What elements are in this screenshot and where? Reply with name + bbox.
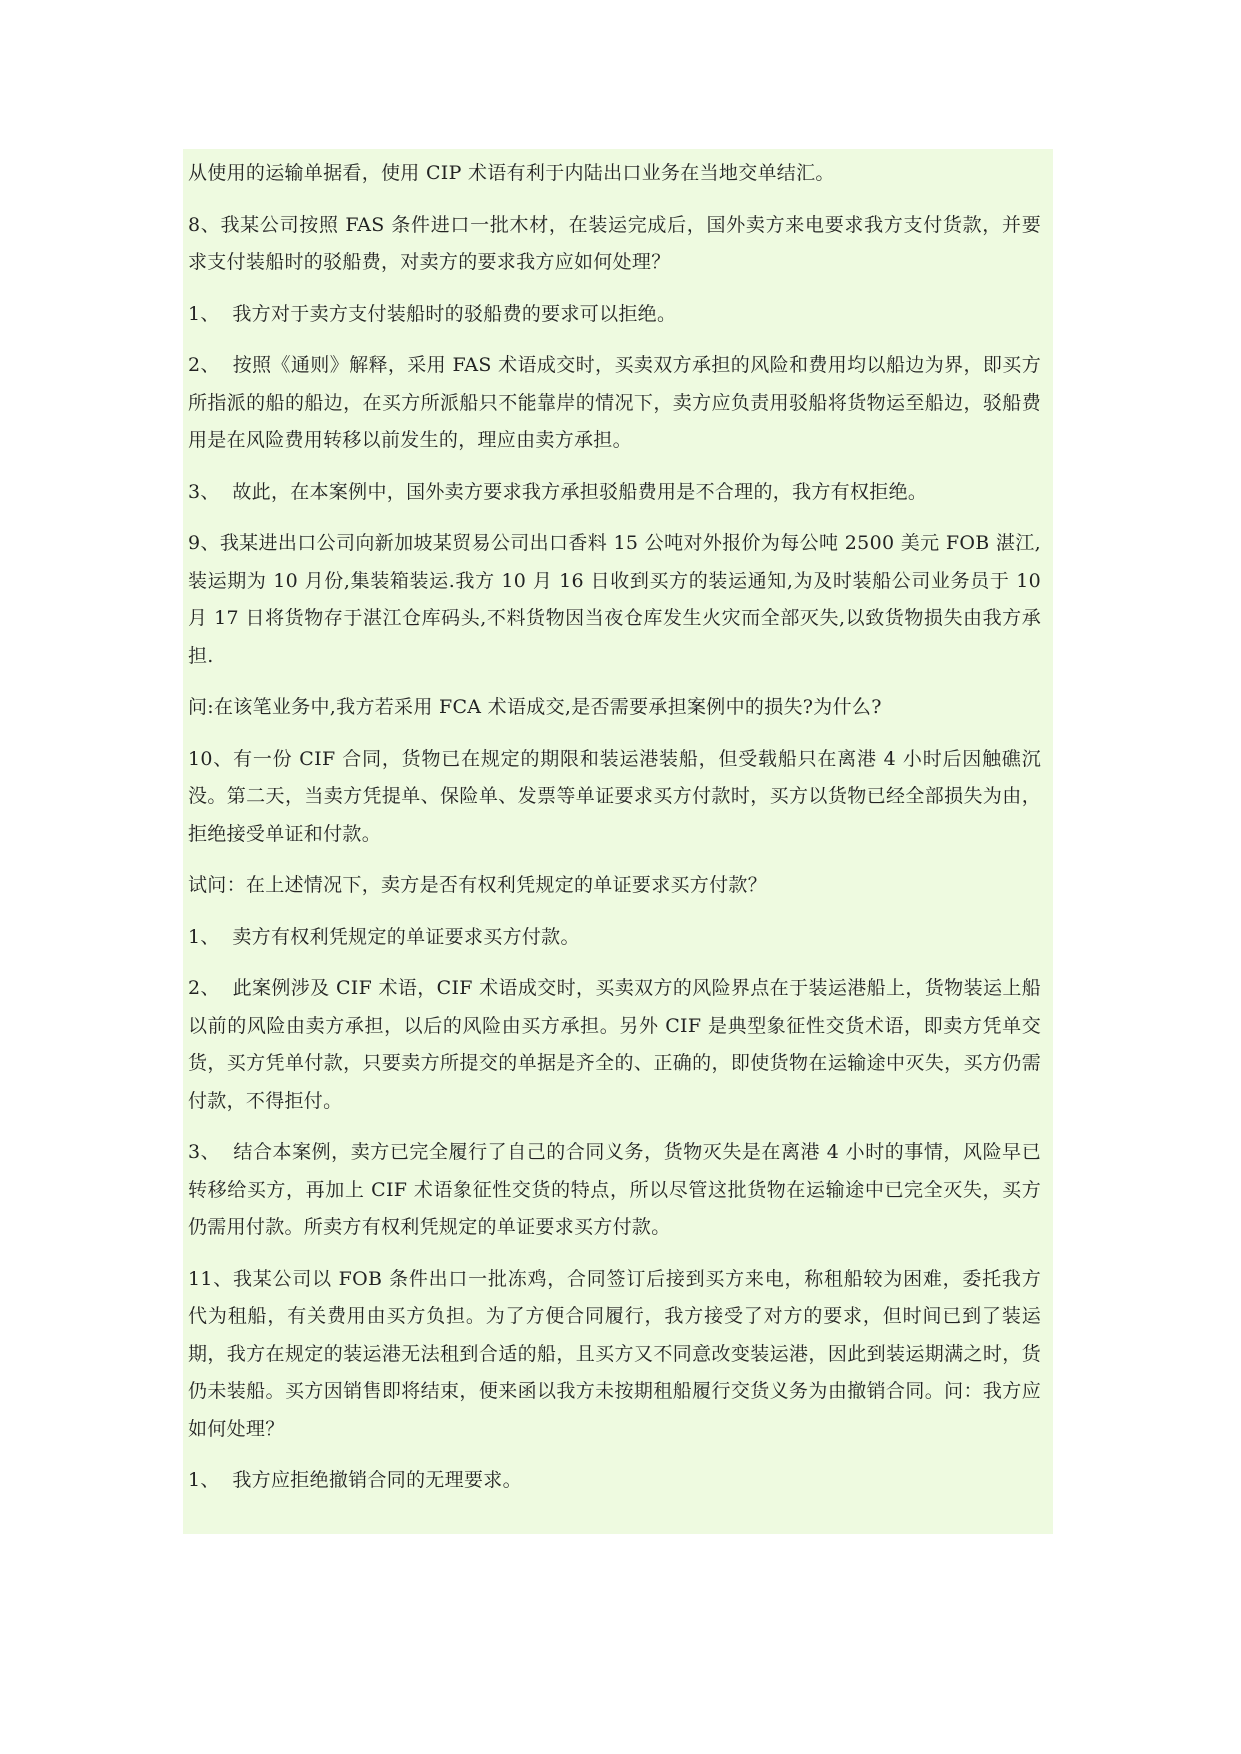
paragraph-case-8-question: 8、我某公司按照 FAS 条件进口一批木材，在装运完成后，国外卖方来电要求我方支付货款，并要求支付装船时的驳船费，对卖方的要求我方应如何处理？ — [188, 213, 1041, 273]
paragraph-case-10-question: 10、有一份 CIF 合同，货物已在规定的期限和装运港装船，但受载船只在离港 4 小时后因触礁沉没。第二天，当卖方凭提单、保险单、发票等单证要求买方付款时，买方以货物已经全部损失为由，拒绝接受单证和付款。 — [188, 747, 1041, 845]
paragraph-case-10-answer-2: 2、 此案例涉及 CIF 术语，CIF 术语成交时，买卖双方的风险界点在于装运港船上，货物装运上船以前的风险由卖方承担，以后的风险由买方承担。另外 CIF 是典型象征性交货术语，即卖方凭单交货，买方凭单付款，只要卖方所提交的单据是齐全的、正确的，即使货物在运输途中灭失，买方仍需付款，不得拒付。 — [188, 977, 1041, 1112]
paragraph-case-10-ask: 试问：在上述情况下，卖方是否有权利凭规定的单证要求买方付款？ — [188, 874, 768, 896]
paragraph-case-8-answer-3: 3、 故此，在本案例中，国外卖方要求我方承担驳船费用是不合理的，我方有权拒绝。 — [188, 480, 928, 503]
document-content-block — [183, 149, 1053, 1534]
paragraph-case-9-ask: 问:在该笔业务中,我方若采用 FCA 术语成交,是否需要承担案例中的损失?为什么? — [188, 696, 882, 718]
paragraph-case-8-answer-2: 2、 按照《通则》解释，采用 FAS 术语成交时，买卖双方承担的风险和费用均以船边为界，即买方所指派的船的船边，在买方所派船只不能靠岸的情况下，卖方应负责用驳船将货物运至船边，驳船费用是在风险费用转移以前发生的，理应由卖方承担。 — [188, 354, 1041, 451]
paragraph-case-11-answer-1: 1、 我方应拒绝撤销合同的无理要求。 — [188, 1469, 522, 1491]
paragraph-case-11-question: 11、我某公司以 FOB 条件出口一批冻鸡，合同签订后接到买方来电，称租船较为困难，委托我方代为租船，有关费用由买方负担。为了方便合同履行，我方接受了对方的要求，但时间已到了装运期，我方在规定的装运港无法租到合适的船，且买方又不同意改变装运港，因此到装运期满之时，货仍未装船。买方因销售即将结束，便来函以我方未按期租船履行交货义务为由撤销合同。问：我方应如何处理？ — [188, 1267, 1041, 1440]
paragraph-cip-conclusion: 从使用的运输单据看，使用 CIP 术语有利于内陆出口业务在当地交单结汇。 — [188, 162, 835, 184]
paragraph-case-10-answer-1: 1、 卖方有权利凭规定的单证要求买方付款。 — [188, 925, 580, 948]
paragraph-case-8-answer-1: 1、 我方对于卖方支付装船时的驳船费的要求可以拒绝。 — [188, 302, 677, 325]
paragraph-case-10-answer-3: 3、 结合本案例，卖方已完全履行了自己的合同义务，货物灭失是在离港 4 小时的事情，风险早已转移给买方，再加上 CIF 术语象征性交货的特点，所以尽管这批货物在运输途中已完全灭失，买方仍需用付款。所卖方有权利凭规定的单证要求买方付款。 — [188, 1141, 1041, 1238]
paragraph-case-9-question: 9、我某进出口公司向新加坡某贸易公司出口香料 15 公吨对外报价为每公吨 2500 美元 FOB 湛江,装运期为 10 月份,集装箱装运.我方 10 月 16 日收到买方的装运通知,为及时装船公司业务员于 10 月 17 日将货物存于湛江仓库码头,不料货物因当夜仓库发生火灾而全部灭失,以致货物损失由我方承担. — [188, 532, 1048, 667]
